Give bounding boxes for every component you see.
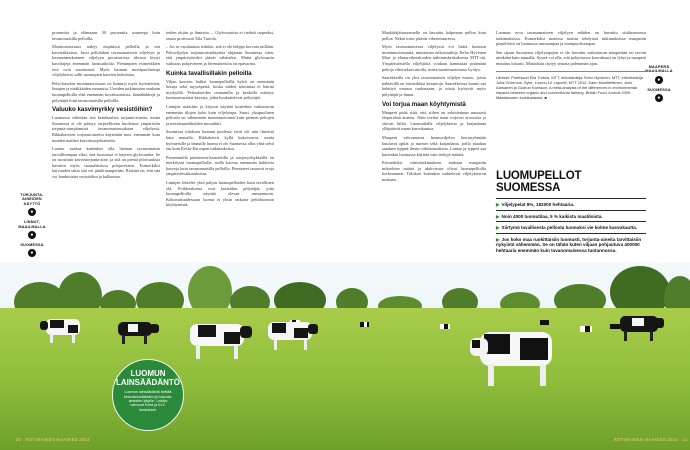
paragraph: Luomun eroa tavanomaiseen viljelyyn nähden on havaittu sisäluonnossa tutkimuksissa. Esimerkiksi monissa maissa tehdyissä tutkimuksissa maaperän pieneliöstö on luomussa runsaampaa ja monipuolisempaa. — [496, 30, 646, 47]
paragraph: Maaperä valvonnassa luomuviljelyn kiertoryhmään kuuluvat apilat ja nurmet sekä karjanlanta, joilla maahan saadaan typpeä ilman väkilannoitteita. Lantaa ja typpeä saa kuitenkin luomussa käyttää vain tiettyjä määriä. — [382, 134, 486, 157]
sources-text: Lähteet: Professori Eila Turtola, MTT, erikoistutkija Terho Hyvönen, MTT, erikoistutkija Juha Grönroos, Syke, Luomu 10 -raportti, MTT 2012. Kaen Monitieteinen, Juris Aarsanen ja Gudrun Karlsson, A meta-analysis of the differences in environmental impacts between organic and conventional farming. British Food Journal 2009. Maatalouden luokitustaulut. — [496, 74, 643, 101]
paragraph: Luomu saattaa kuitenkin olla hieman tavanomaista turvallisempaa siksi, että luomussa ei käytetä glyfosaattia. Se on suosituin kasvintorjunta-aine, ja sitä on pieniä pitoisuuksia havaittu myös suomalaisissa pohjavesissä. Esimerkiksi kuivuuden takia sitä voi jäädä maaperään. Riskinä on, että sitä voi huuhtoutua vesistöihin ja kulkeutua. — [52, 146, 160, 180]
fact-item — [496, 198, 646, 210]
sources-list — [496, 71, 646, 101]
paragraph: Maakiitäjäisuurustelle on havaittu kalpearan pellon kuin pelloa. Nekin tosin pitävät vihertesuuressa. — [382, 30, 486, 41]
margin-topic-nav-left — [18, 193, 46, 261]
paragraph: Sen sijaan Suomessa viljelytapojen ei ole havaittu vaikuttavan maaperään eri tavoin niinkään kuin muualla. Syynä voi olla, että pohjoisessa kasvukausi on lyhyt ja maaperä muuttuu hitaasti. Muutoksia täytyy seurata pidemmän ajan. — [496, 49, 646, 66]
arrow-icon: ▶ — [496, 202, 500, 207]
paragraph: Pelto-kasvien monimuotoisuus on lisännyt myös hyönteisten, lintujen ja nisäkkäiden runsautta. Useiden tutkimusten mukaan luomupelloilla elää enemmän kovakuoriaisia, hämähäkkejä ja pölyttäjiä kuin tavanomaisilla pelloilla. — [52, 80, 160, 103]
fact-box — [496, 170, 646, 256]
legislation-badge — [112, 359, 184, 431]
margin-topic-soil-finland: SUOMESSA — [647, 87, 671, 92]
paragraph: Pienemmillä pientareen-kaistaleilla ja suojavyöhykkeillä on merkitystä luomupelloilla, siellä kasvaa enemmän kukkivia kasveja kuin tavanomaisilla pelloilla. Pientareet tasaavat eroja ympäristövaikutuksissa. — [166, 154, 274, 177]
fact-text: Jos koko maa ruokittaisiin luomusti, torjunta-aineita tarvittaisiin nykyistä vähemmän. Se on tähän kuten viljaan pohjautuva 400000 hehtaaria enemmän kuin tavanomaisessa tuotannossa. — [496, 236, 642, 253]
fact-item — [496, 221, 646, 233]
paragraph: Lintujen määrään ja kirjoon näyttää kuitenkin vaikuttavan enemmän tilojen koko kuin viljelytapa. Suuri, yksipuolinen peltoala on vähemmän monimuotoinen kuin pienten peltojen ja metsäsaarekkeiden mosaiikki. — [166, 103, 274, 126]
margin-topic-finland: SUOMESSA — [20, 243, 44, 248]
paragraph: Esimerkiksi väitöstutkimuksen mukaan maaperän mikrobien määrä ja aktiivisuus olivat luomupelloilla korkeammat. Tulokset kuitenkin vaihtelevat viljelykierron mukaan. — [382, 160, 486, 183]
pasture-illustration — [0, 262, 690, 450]
fact-text: Siirtymä tavallisesta pellosta luomuksi vie kolme kasvukautta. — [501, 225, 638, 231]
topic-marker-icon: ● — [28, 208, 36, 216]
arrow-icon: ▶ — [496, 225, 500, 231]
fact-item — [496, 210, 646, 222]
arrow-icon: ▶ — [496, 213, 500, 219]
page-folio-left: 20 · KOTIMAINEN MAAMIES 2014 — [16, 437, 90, 442]
paragraph: Monimuotoisuus näkyy etupäässä pelloilla ja sen kasvirakkaissa. Jussi pellolahan tavanomaiseen viljelyyn ja luonnonmukaiseen viljelyyn perustuvissa tiloissa löytyi kasvilajeja enemmän luomutiloilta. Pienimpien esimerkkien erot ovat suurimmat. Myös luomun monipuolisempi viljelykierto sallii useampien kasvien kukoistaa. — [52, 44, 160, 78]
paragraph: Lintujen lentelee yhtä paljon luomupelloiden kuin tavallisten ylä. Poikkeuksena ovat kuitenkin pölyttäjät, joita luomupelloilla näyttää olevan runsaammin. Kokonaisuudessaan luomu ei yksin ratkaise peltoluonnon köyhtymistä. — [166, 180, 274, 208]
page-folio-right: KOTIMAINEN MAAMIES 2014 · 21 — [614, 437, 688, 442]
article-column-4 — [496, 30, 646, 101]
badge-title: LUOMUN LAINSÄÄDÄNTÖ — [116, 369, 180, 387]
paragraph: Saarekkeilla on yksi tavanomaisen viljelyn muoto, joista nähtävillä on esimerkiksi kesantoja. Saarekkeissa luonto saa kehittyä omassa rauhassaan, ja niistä hyötyvät myös pölyttäjät ja linnut. — [382, 75, 486, 97]
badge-text: Luomun lainsäädäntö kieltää keinolannoitteiden ja torjunta-aineiden käytön. Lakeja valvovat Evira ja ELY-keskukset. — [123, 390, 173, 412]
margin-topic-pesticides: TORJUNTA-AINEIDEN KÄYTTÖ — [20, 193, 44, 206]
article-column-2 — [166, 30, 274, 211]
end-mark: ■ — [544, 95, 547, 101]
margin-topic-nav-right — [642, 65, 676, 106]
paragraph: Luomussa vältetään sitä kemikaaliea torjunta-ainetta, mutta Suomessa ei ole pääsyy tarpeellisena huolestua ympäristön torjunta-ainejäämistä tavanomaisessakaan viljelyssä. Rikkakasvien torjunta-aineita käytetään mm. enemmän kuin muiden maiden kasvinsuojeluaineita. — [52, 115, 160, 143]
arrow-icon: ▶ — [496, 236, 500, 242]
topic-marker-icon: ● — [28, 231, 36, 239]
pasture-cows-photo — [0, 262, 690, 450]
paragraph: prosenttia ja elämaaan 30 prosenttia suurempi kuin tavanomaisilla pelloilla. — [52, 30, 160, 41]
section-heading: Voi torjua maan köyhtymistä — [382, 100, 466, 108]
fact-item — [496, 233, 646, 256]
paragraph: Viljan kasvien lisäksi luomupelloilla kylvö on enemmän lintuja sekä myyräpesiä, koska niiden toimintaa ei häiritä myrkyillä. Peltoalueiden reunamilla ja keskellä esiintyy luonnonvaraisia kasveja, jotka houkuttelevat pölyttäjiä. — [166, 78, 274, 101]
margin-topic-soil-world: MAAPERÄ MAAILMALLA — [645, 65, 673, 74]
fact-text: Viljelypelat 8%, 182000 hehtaaria. — [501, 202, 575, 207]
topic-marker-icon: ● — [655, 76, 663, 84]
paragraph: teiden ohjiin ja ihmisiin. – Glyfosaatista ei tiedetä tarpeeksi, sanoo professori Eila Turtola. — [166, 30, 274, 41]
article-column-1 — [52, 30, 160, 183]
paragraph: Myös tavanomaisessa viljelyssä voi lisätä luonnon monimuotoisuutta, muistuttaa erikoistutkija Terho Hyvönen Maa- ja elintarviketalouden tutkimuskeskuksesta MTT:stä. Ympäristötuella viljelijöitä voidaan kannustaa pitämään peltoja vihertekasvustolla, mistä monimuotoisuus hyötyy. — [382, 44, 486, 72]
topic-marker-icon: ● — [28, 249, 36, 257]
fact-text: Noin 4000 luomutilaa, 5 % kaikista maatiloista. — [501, 213, 603, 219]
section-heading: Valuuko kasvimyrkky vesistöihin? — [52, 106, 153, 114]
margin-topic-birds: LINNUT, MAAILMALLA — [18, 220, 46, 229]
paragraph: Suomessa tuloksen luomun puolesta eivät ole niin ilmeisiä kuin muualla. Rikkakasvit kyllä kukoistavat, mutta hyönteisille ja linnuille luomu ei ole Suomessa ollut yhtä selvä etu kuin Keski-Euroopan tutkimuksissa. — [166, 129, 274, 152]
paragraph: Maaperä pitää siitä, että siihen on sekoitettuun runsaasti eloperäistä ainesta. Näin ravitut maat torjuvat eroosiota ja sitovat hiiltä. Luomutilalla viljelykierto ja karjanlanta ylläpitävät maan kasvukuntoa. — [382, 109, 486, 132]
fact-box-title: LUOMUPELLOT SUOMESSA — [496, 170, 582, 194]
section-heading: Kuinka tavallisillakin pelloilla — [166, 69, 252, 77]
paragraph: – Jos se osoittautuu riskiksi, sitä ei ole helppo korvata millään. Peltoviljelyn torjunta-ainekäyttöä ohjataan Suomessa siten, että ympäristöriskit jäävät vähäisiksi. Mutta glyfosaatin vaikutus pohjaveteen ja hivenaineisiin on epävarma. — [166, 44, 274, 66]
topic-marker-icon: ● — [655, 94, 663, 102]
article-column-3 — [382, 30, 486, 186]
